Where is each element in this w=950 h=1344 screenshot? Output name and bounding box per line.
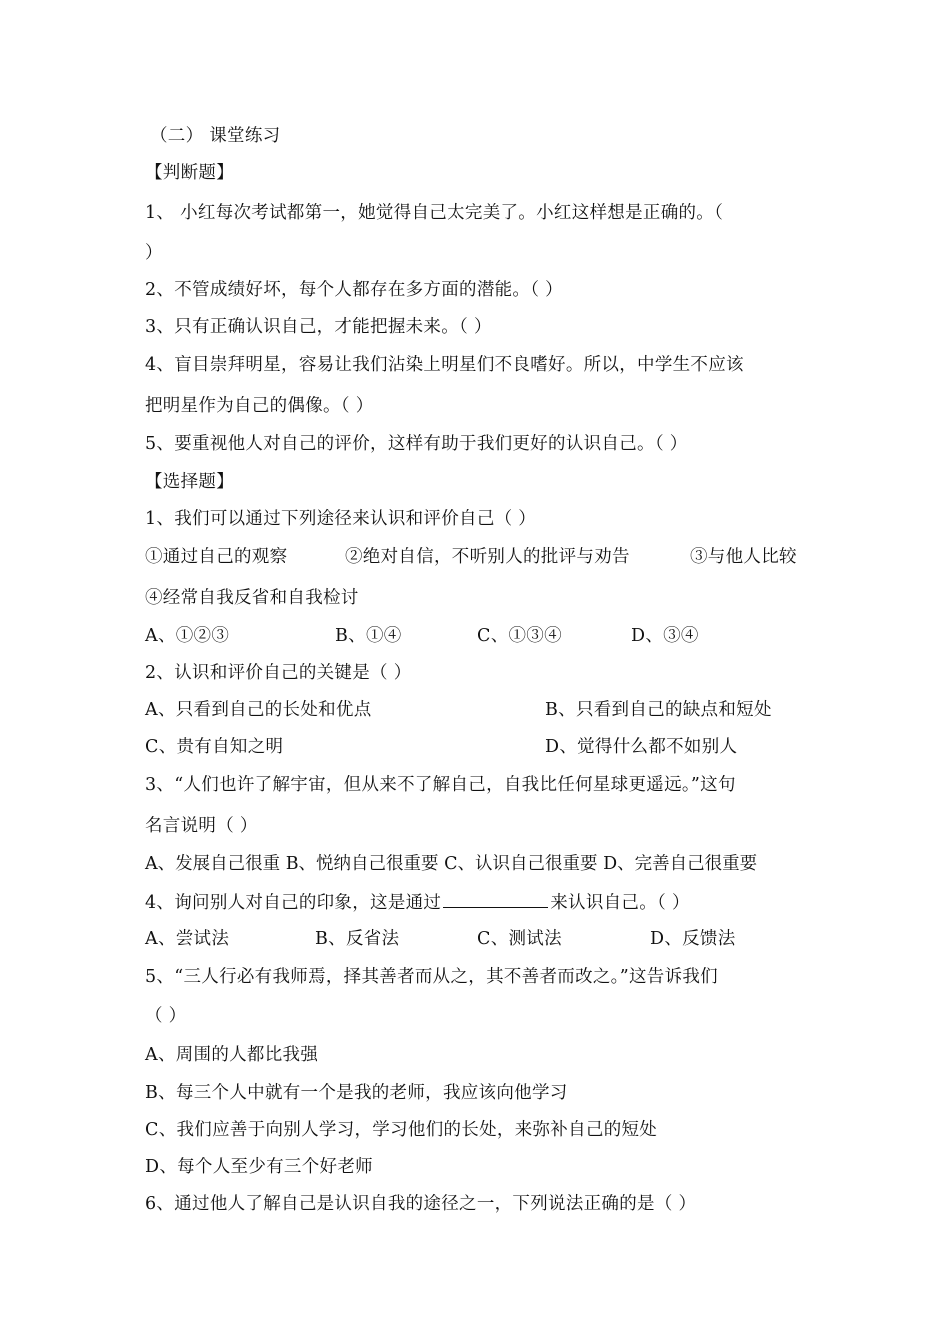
q4-option-b: B、反省法	[315, 929, 400, 949]
q1-statement-1: ①通过自己的观察	[145, 547, 288, 567]
choice-q3-line2: 名言说明（ ）	[145, 816, 258, 836]
q5-option-c: C、我们应善于向别人学习，学习他们的长处，来弥补自己的短处	[145, 1120, 658, 1140]
choice-q3-line1: 3、“人们也许了解宇宙，但从来不了解自己，自我比任何星球更遥远。”这句	[145, 775, 736, 795]
q1-option-d: D、③④	[631, 626, 699, 646]
judgment-q4-line2: 把明星作为自己的偶像。（ ）	[145, 396, 374, 416]
q1-option-c: C、①③④	[477, 626, 562, 646]
q2-option-b: B、只看到自己的缺点和短处	[545, 700, 772, 720]
choice-q1: 1、我们可以通过下列途径来认识和评价自己（ ）	[145, 509, 537, 529]
q4-option-a: A、尝试法	[145, 929, 230, 949]
q1-statement-2: ②绝对自信，不听别人的批评与劝告	[345, 547, 630, 567]
q4-option-d: D、反馈法	[650, 929, 736, 949]
choice-q5-line1: 5、“三人行必有我师焉，择其善者而从之，其不善者而改之。”这告诉我们	[145, 967, 718, 987]
judgment-q2: 2、不管成绩好坏，每个人都存在多方面的潜能。（ ）	[145, 280, 563, 300]
q1-option-b: B、①④	[335, 626, 402, 646]
q4-option-c: C、测试法	[477, 929, 562, 949]
q1-option-a: A、①②③	[145, 626, 230, 646]
q1-statement-3: ③与他人比较	[690, 547, 797, 567]
q4-text-before: 4、询问别人对自己的印象，这是通过	[145, 893, 442, 913]
judgment-q1-line1: 1、 小红每次考试都第一，她觉得自己太完美了。小红这样想是正确的。（	[145, 203, 724, 223]
judgment-q5: 5、要重视他人对自己的评价，这样有助于我们更好的认识自己。（ ）	[145, 434, 688, 454]
choice-q3-options: A、发展自己很重 B、悦纳自己很重要 C、认识自己很重要 D、完善自己很重要	[145, 854, 758, 874]
q2-option-a: A、只看到自己的长处和优点	[145, 700, 372, 720]
choice-q2: 2、认识和评价自己的关键是（ ）	[145, 663, 412, 683]
section-title: （二） 课堂练习	[150, 126, 281, 146]
choice-q4	[145, 889, 690, 915]
choice-q6: 6、通过他人了解自己是认识自我的途径之一，下列说法正确的是（ ）	[145, 1194, 697, 1214]
judgment-q3: 3、只有正确认识自己，才能把握未来。（ ）	[145, 317, 492, 337]
judgment-header: 【判断题】	[145, 163, 234, 183]
q2-option-d: D、觉得什么都不如别人	[545, 737, 738, 757]
q1-statement-4: ④经常自我反省和自我检讨	[145, 588, 359, 608]
q4-fill-blank	[443, 889, 548, 908]
judgment-q1-line2: ）	[145, 243, 163, 263]
choice-header: 【选择题】	[145, 472, 234, 492]
q5-option-d: D、每个人至少有三个好老师	[145, 1157, 373, 1177]
q2-option-c: C、贵有自知之明	[145, 737, 284, 757]
q5-option-b: B、每三个人中就有一个是我的老师，我应该向他学习	[145, 1083, 568, 1103]
choice-q5-line2: （ ）	[145, 1006, 187, 1026]
q5-option-a: A、周围的人都比我强	[145, 1045, 319, 1065]
judgment-q4-line1: 4、盲目崇拜明星，容易让我们沾染上明星们不良嗜好。所以，中学生不应该	[145, 355, 744, 375]
q4-text-after: 来认识自己。（ ）	[550, 893, 690, 913]
